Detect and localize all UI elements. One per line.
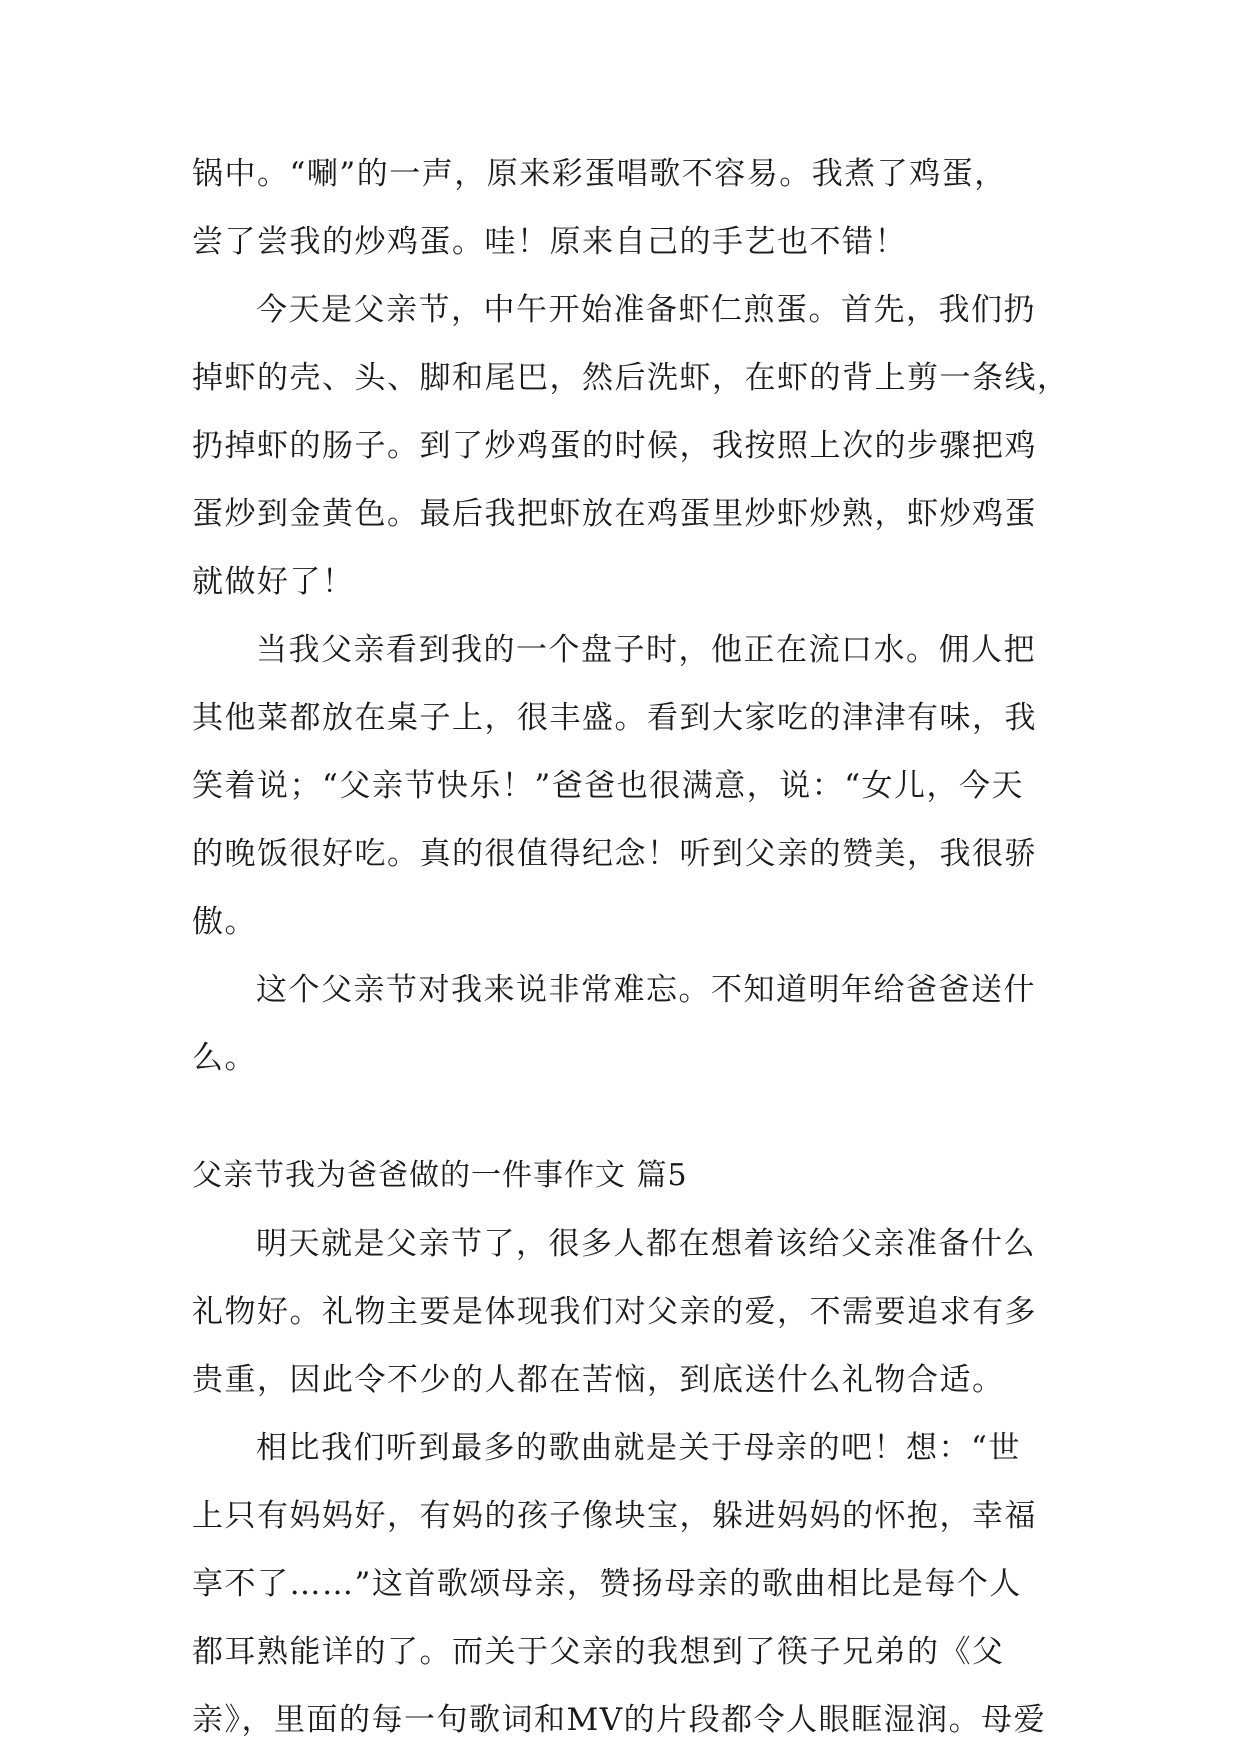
paragraph-line: 明天就是父亲节了，很多人都在想着该给父亲准备什么 xyxy=(256,1226,1036,1262)
paragraph-line: 锅中。“唰”的一声，原来彩蛋唱歌不容易。我煮了鸡蛋， xyxy=(192,156,1007,192)
paragraph-line: 这个父亲节对我来说非常难忘。不知道明年给爸爸送什 xyxy=(256,972,1036,1008)
paragraph-line: 傲。 xyxy=(192,904,257,940)
paragraph-1 xyxy=(192,140,1052,276)
paragraph-line: 都耳熟能详的了。而关于父亲的我想到了筷子兄弟的《父 xyxy=(192,1634,1005,1670)
paragraph-3 xyxy=(192,616,1052,956)
paragraph-line: 亲》，里面的每一句歌词和MV的片段都令人眼眶湿润。母爱 xyxy=(192,1702,1047,1738)
document-body xyxy=(192,140,1070,1754)
paragraph-line: 上只有妈妈好，有妈的孩子像块宝，躲进妈妈的怀抱，幸福 xyxy=(192,1498,1037,1534)
paragraph-2 xyxy=(192,276,1070,616)
paragraph-line: 笑着说；“父亲节快乐！”爸爸也很满意，说：“女儿，今天 xyxy=(192,768,1025,804)
paragraph-line: 相比我们听到最多的歌曲就是关于母亲的吧！想：“世 xyxy=(256,1430,1021,1466)
paragraph-5 xyxy=(192,1210,1052,1414)
paragraph-line: 其他菜都放在桌子上，很丰盛。看到大家吃的津津有味，我 xyxy=(192,700,1037,736)
paragraph-line: 么。 xyxy=(192,1040,257,1076)
paragraph-6 xyxy=(192,1414,1052,1754)
paragraph-line: 就做好了！ xyxy=(192,564,355,600)
paragraph-line: 掉虾的壳、头、脚和尾巴，然后洗虾，在虾的背上剪一条线， xyxy=(192,360,1070,396)
paragraph-line: 蛋炒到金黄色。最后我把虾放在鸡蛋里炒虾炒熟，虾炒鸡蛋 xyxy=(192,496,1037,532)
paragraph-line: 享不了……”这首歌颂母亲，赞扬母亲的歌曲相比是每个人 xyxy=(192,1566,1022,1602)
section-heading: 父亲节我为爸爸做的一件事作文 篇5 xyxy=(192,1158,688,1193)
paragraph-line: 尝了尝我的炒鸡蛋。哇！原来自己的手艺也不错！ xyxy=(192,224,907,260)
paragraph-line: 的晚饭很好吃。真的很值得纪念！听到父亲的赞美，我很骄 xyxy=(192,836,1037,872)
paragraph-4 xyxy=(192,956,1052,1092)
paragraph-line: 今天是父亲节，中午开始准备虾仁煎蛋。首先，我们扔 xyxy=(256,292,1036,328)
paragraph-line: 贵重，因此令不少的人都在苦恼，到底送什么礼物合适。 xyxy=(192,1362,1005,1398)
section-gap xyxy=(192,1092,1052,1142)
paragraph-line: 当我父亲看到我的一个盘子时，他正在流口水。佣人把 xyxy=(256,632,1036,668)
paragraph-line: 礼物好。礼物主要是体现我们对父亲的爱，不需要追求有多 xyxy=(192,1294,1037,1330)
paragraph-line: 扔掉虾的肠子。到了炒鸡蛋的时候，我按照上次的步骤把鸡 xyxy=(192,428,1037,464)
